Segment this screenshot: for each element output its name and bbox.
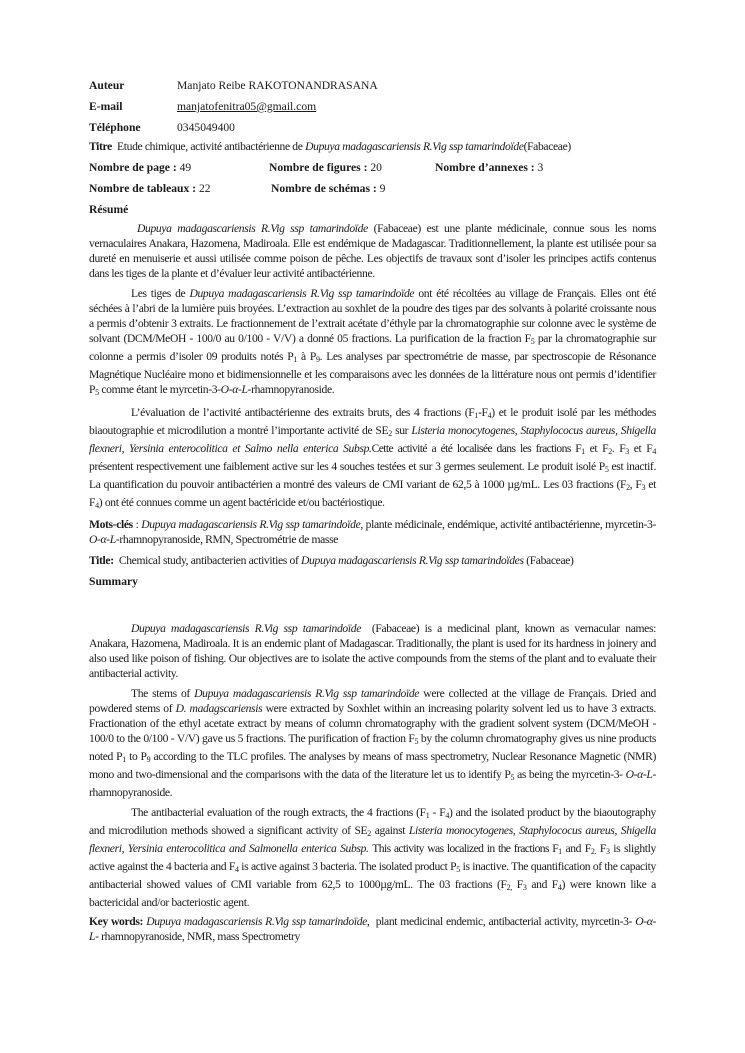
text-run: is inactive. The quantification of the capacity antibacterial showed values of CMI variable from 62,5 to 1000µg/mL. The 03 fractions (F <box>89 860 656 891</box>
subscript: 9 <box>315 355 320 364</box>
email-label: E-mail <box>89 100 123 113</box>
phone-row <box>89 120 656 135</box>
text-run: against <box>374 824 406 837</box>
subscript: 3 <box>625 447 629 456</box>
text-run: F <box>599 842 606 855</box>
subscript: 1 <box>474 411 478 420</box>
text-run: Les tiges de <box>131 287 186 300</box>
author-label: Auteur <box>89 79 125 92</box>
figures-value: 20 <box>370 161 382 174</box>
email-row <box>89 99 656 114</box>
text-run: by the column chromatography gives us nine products noted P <box>89 732 656 763</box>
species-name: Dupuya madagascariensis R.Vig ssp tamarindoïde <box>189 287 415 300</box>
counts-row-1 <box>89 160 656 175</box>
subscript: 5 <box>414 737 419 746</box>
text-run: - F <box>432 806 446 819</box>
subscript: 5 <box>510 773 515 782</box>
keywords-label: Key words: <box>89 915 144 928</box>
text-run: rhamnopyranoside. <box>89 786 173 799</box>
text-run: ) were known like a bactericidal and/or bacteriostic agent. <box>89 878 656 909</box>
text-run: est inactif. La quantification du pouvoir antibactérien a montré des valeurs de CMI variant de 62,5 à 1000 µg/mL. Les 03 fractions (F <box>89 460 656 491</box>
title-en-family: (Fabaceae) <box>526 554 574 567</box>
text-run: as being the myrcetin-3- <box>517 768 623 781</box>
summary-paragraph-2 <box>89 686 656 800</box>
resume-paragraph-3 <box>89 405 656 513</box>
text-run: This activity was localized in the fractions F <box>372 842 559 855</box>
title-en-species: Dupuya madagascariensis R.Vig ssp tamarindoïdes <box>301 554 524 567</box>
text-run: présentent respectivement une faiblement active sur les 4 souches testées et sur 3 germes seulement. Le produit isolé P <box>89 460 605 473</box>
document-page <box>89 78 656 944</box>
titre-line <box>89 139 656 154</box>
mots-cles <box>89 517 656 547</box>
resume-heading: Résumé <box>89 203 129 216</box>
subscript: 5 <box>95 388 99 397</box>
title-en-label: Title: <box>89 554 114 567</box>
text-run: -F <box>477 406 488 419</box>
annexes-count <box>435 160 543 175</box>
text-run: L’évaluation de l’activité antibactérienne des extraits bruts, des 4 fractions (F <box>131 406 475 419</box>
author-value: Manjato Reibe RAKOTONANDRASANA <box>177 79 378 92</box>
text-run: is slightly active against the 4 bacteria and F <box>89 842 656 873</box>
schemas-label: Nombre de schémas : <box>271 182 377 195</box>
text-run: par la chromatographie sur colonne a permis d’isoler 09 produits notés P <box>89 332 656 363</box>
text-run: et F <box>633 442 653 455</box>
subscript: 2. <box>590 847 597 856</box>
subscript: 5 <box>456 865 460 874</box>
bacteria-names: Listeria monocytogenes, Staphylococus aureus, Shigella flexneri, Yersinia enterocolitica et Salmo nella enterica Subsp. <box>89 424 656 455</box>
chem-italic: O-α-L- <box>220 383 252 396</box>
titre-label: Titre <box>89 140 112 153</box>
text-run: plante médicinale, endémique, activité antibactérienne, myrcetin-3- <box>365 518 656 531</box>
text-run: ) et le produit isolé par les méthodes biaoutographie et microdilution a montré l’importante activité de SE <box>89 406 656 437</box>
text-run: : <box>132 518 139 531</box>
text-run: , F <box>629 478 642 491</box>
text-run: were extracted by Soxhlet within an increasing polarity solvent led us to have 3 extracts. Fractionation of the ethyl acetate extract by means of column chromatography with the gradient solvent system (DCM/MeOH - 100/0 to the 0/100 - V/V) gave us 5 fractions. The purification of fraction F <box>89 702 656 745</box>
text-run: were collected at the village de Français. Dried and powdered stems of <box>89 687 656 715</box>
text-run: . F <box>611 442 626 455</box>
text-run: Cette activité a été localisée dans les fractions F <box>371 442 582 455</box>
titre-family: (Fabaceae) <box>523 140 571 153</box>
text-run: and F <box>565 842 591 855</box>
text-run: ) and the isolated product by the biaoutography and microdilution methods showed a significant activity of SE <box>89 806 656 837</box>
text-run: ont été récoltées au village de Français. Elles ont été séchées à l’abri de la lumière puis broyées. L’extraction au soxhlet de la poudre des tiges par des solvants à polarité croissante nous a permis d’obtenir 3 extraits. Le fractionnement de l’extrait acétate d’éthyle par la chromatographie sur colonne avec le système de solvant (DCM/MeOH - 100/0 au 0/100 - V/V) a donné 05 fractions. La purification de la fraction F <box>89 287 656 345</box>
summary-heading: Summary <box>89 575 138 588</box>
pages-label: Nombre de page : <box>89 161 177 174</box>
subscript: 2 <box>626 483 630 492</box>
text-run: ) ont été connues comme un agent bactéricide et/ou bactériostique. <box>98 496 385 509</box>
species-name: D. madagscariensis <box>175 702 263 715</box>
text-run: rhamnopyranoside. <box>251 383 335 396</box>
author-row <box>89 78 656 93</box>
text-run: et F <box>89 478 656 509</box>
subscript: 2 <box>388 429 392 438</box>
summary-body <box>89 621 656 910</box>
text-run: . Les analyses par spectrométrie de masse, par spectroscopie de Résonance Magnétique Nucléaire mono et bidimensionnelle et les comparaisons avec les données de la littérature nous ont permis d’identifier P <box>89 350 656 396</box>
text-run: is active against 3 bacteria. The isolated product P <box>241 860 457 873</box>
summary-paragraph-1 <box>89 621 656 681</box>
resume-paragraph-1 <box>89 221 656 281</box>
subscript: 9 <box>146 755 151 764</box>
text-run: F <box>516 878 523 891</box>
text-run: rhamnopyranoside, RMN, Spectrométrie de masse <box>119 533 339 546</box>
subscript: 2 <box>367 829 371 838</box>
text-run: et F <box>589 442 609 455</box>
keywords <box>89 914 656 944</box>
species-name: Dupuya madagascariensis R.Vig ssp tamarindoïde, <box>141 518 363 531</box>
species-name: Dupuya madagascariensis R.Vig ssp tamarindoïde <box>137 222 368 235</box>
tables-label: Nombre de tableaux : <box>89 182 197 195</box>
text-run: sur <box>395 424 409 437</box>
text-run: comme étant le myrcetin-3- <box>101 383 221 396</box>
subscript: 3 <box>641 483 646 492</box>
chem-italic: O-α-L- <box>625 768 656 781</box>
subscript: 3 <box>605 847 610 856</box>
subscript: 3 <box>522 883 527 892</box>
subscript: 1 <box>558 847 562 856</box>
titre-text: Etude chimique, activité antibactérienne de <box>117 140 303 153</box>
summary-p1-text: (Fabaceae) is a medicinal plant, known as vernacular names: Anakara, Hazomena, Madiroala. It is an endemic plant of Madagascar. Traditionally, the plant is used for its hardness in joinery and also used like poison of fishing. Our objectives are to isolate the active compounds from the stems of the plant and to evaluate their antibacterial activity. <box>89 622 656 680</box>
text-run: and F <box>531 878 558 891</box>
chem-italic: O-α-L- <box>89 915 656 943</box>
annexes-label: Nombre d’annexes : <box>435 161 535 174</box>
subscript: 1 <box>122 755 126 764</box>
text-run: The stems of <box>131 687 190 700</box>
subscript: 2 <box>608 447 612 456</box>
subscript: 4 <box>652 447 656 456</box>
resume-body <box>89 221 656 513</box>
annexes-value: 3 <box>537 161 544 174</box>
text-run: plant medicinal endemic, antibacterial activity, myrcetin-3- <box>375 915 633 928</box>
subscript: 2, <box>506 883 512 892</box>
subscript: 4 <box>95 501 99 510</box>
subscript: 4 <box>487 411 492 420</box>
subscript: 4 <box>234 865 239 874</box>
resume-paragraph-2 <box>89 286 656 400</box>
phone-label: Téléphone <box>89 121 141 134</box>
text-run: à P <box>301 350 316 363</box>
mots-cles-label: Mots-clés <box>89 518 133 531</box>
bacteria-names: Listeria monocytogenes, Staphylococus aureus, Shigella flexneri, Yersinia enterocolitica and Salmonella enterica Subsp. <box>89 824 656 855</box>
species-name: Dupuya madagascariensis R.Vig ssp tamarindoïde <box>131 622 361 635</box>
schemas-count <box>271 181 385 196</box>
title-en-line <box>89 553 656 568</box>
species-name: Dupuya madagascariensis R.Vig ssp tamarindoïde, <box>146 915 370 928</box>
subscript: 5 <box>604 465 609 474</box>
schemas-value: 9 <box>379 182 386 195</box>
subscript: 1 <box>425 811 430 820</box>
summary-paragraph-3 <box>89 805 656 910</box>
tables-value: 22 <box>198 182 211 195</box>
text-run: The antibacterial evaluation of the rough extracts, the 4 fractions (F <box>131 806 426 819</box>
text-run: to P <box>129 750 147 763</box>
subscript: 4 <box>445 811 449 820</box>
species-name: Dupuya madagascariensis R.Vig ssp tamarindoïde <box>194 687 420 700</box>
subscript: 1 <box>293 355 297 364</box>
title-en-text: Chemical study, antibacterien activities of <box>118 554 299 567</box>
chem-italic: O-α-L- <box>89 533 120 546</box>
text-run: rhamnopyranoside, NMR, mass Spectrometry <box>101 930 301 943</box>
phone-value: 0345049400 <box>177 121 235 134</box>
subscript: 5 <box>530 337 535 346</box>
figures-label: Nombre de figures : <box>269 161 368 174</box>
text-run: according to the TLC profiles. The analyses by means of mass spectrometry, Nuclear Resonance Magnetic (NMR) mono and two-dimensional and the comparisons with the data of the literature let us to identify P <box>89 750 657 781</box>
subscript: 1 <box>581 447 585 456</box>
pages-count <box>89 160 269 175</box>
subscript: 4 <box>557 883 562 892</box>
counts-row-2 <box>89 181 656 196</box>
resume-p1-text: (Fabaceae) est une plante médicinale, connue sous les noms vernaculaires Anakara, Hazomena, Madiroala. Elle est endémique de Madagascar. Traditionnellement, la plante est utilisée pour sa dureté en menuiserie et aussi utilisée comme poison de pêche. Les objectifs de travaux sont d’isoler les principes actifs contenus dans les tiges de la plante et d’évaluer leur activité antibactérienne. <box>89 222 656 280</box>
tables-count <box>89 181 271 196</box>
figures-count <box>269 160 435 175</box>
titre-species: Dupuya madagascariensis R.Vig ssp tamarindoïde <box>305 140 524 153</box>
email-link[interactable]: manjatofenitra05@gmail.com <box>177 100 317 113</box>
pages-value: 49 <box>179 161 192 174</box>
